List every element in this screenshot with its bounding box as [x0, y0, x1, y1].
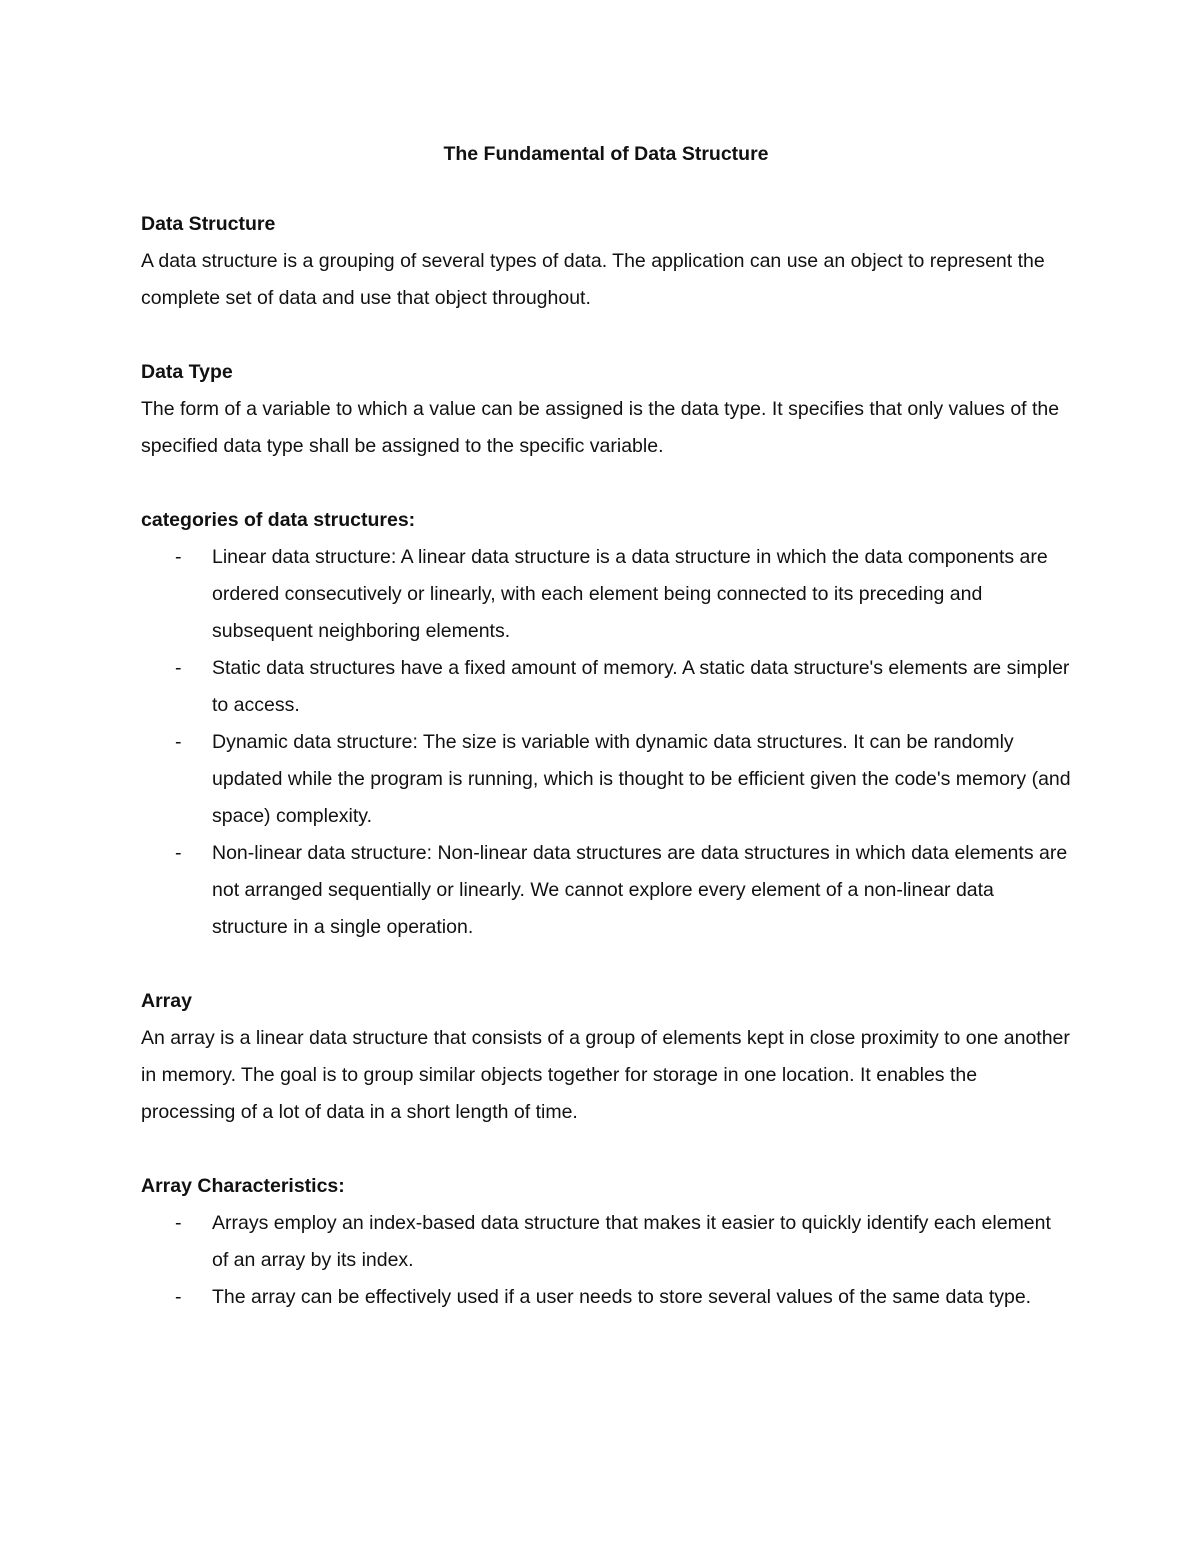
section-data-type: [141, 354, 1071, 465]
section-paragraph: An array is a linear data structure that consists of a group of elements kept in close proximity to one another in memory. The goal is to group similar objects together for storage in one location. It enables the processing of a lot of data in a short length of time.: [141, 1027, 1070, 1123]
dash-bullet-icon: -: [175, 1286, 182, 1308]
categories-list: [141, 539, 1071, 946]
section-paragraph: A data structure is a grouping of several types of data. The application can use an object to represent the complete set of data and use that object throughout.: [141, 250, 1045, 309]
list-item: [141, 539, 1071, 650]
section-paragraph: The form of a variable to which a value can be assigned is the data type. It specifies that only values of the specified data type shall be assigned to the specific variable.: [141, 398, 1060, 457]
list-item-text: Arrays employ an index-based data structure that makes it easier to quickly identify each element of an array by its index.: [212, 1212, 1051, 1271]
section-array: [141, 983, 1071, 1131]
section-array-characteristics: [141, 1168, 1071, 1316]
document-body: [141, 132, 1071, 1316]
list-item: [141, 1279, 1071, 1316]
list-item-text: Non-linear data structure: Non-linear data structures are data structures in which data elements are not arranged sequentially or linearly. We cannot explore every element of a non-linear data structure in a single operation.: [212, 842, 1068, 938]
section-data-structure: [141, 206, 1071, 317]
list-item-text: Static data structures have a fixed amount of memory. A static data structure's elements are simpler to access.: [212, 657, 1070, 716]
list-item: [141, 650, 1071, 724]
list-item-text: Linear data structure: A linear data structure is a data structure in which the data components are ordered consecutively or linearly, with each element being connected to its preceding and subsequent neighboring elements.: [212, 546, 1048, 642]
dash-bullet-icon: -: [175, 731, 182, 753]
dash-bullet-icon: -: [175, 1212, 182, 1234]
dash-bullet-icon: -: [175, 842, 182, 864]
section-heading: Array: [141, 990, 192, 1012]
section-heading: Array Characteristics:: [141, 1175, 345, 1197]
dash-bullet-icon: -: [175, 657, 182, 679]
section-heading: Data Type: [141, 361, 233, 383]
section-heading: Data Structure: [141, 213, 276, 235]
array-characteristics-list: [141, 1205, 1071, 1316]
list-item-text: Dynamic data structure: The size is variable with dynamic data structures. It can be randomly updated while the program is running, which is thought to be efficient given the code's memory (and space) complexity.: [212, 731, 1071, 827]
list-item: [141, 1205, 1071, 1279]
section-heading: categories of data structures:: [141, 509, 416, 531]
section-categories: [141, 502, 1071, 946]
list-item: [141, 724, 1071, 835]
dash-bullet-icon: -: [175, 546, 182, 568]
list-item-text: The array can be effectively used if a user needs to store several values of the same data type.: [212, 1286, 1032, 1308]
page-title: The Fundamental of Data Structure: [443, 143, 769, 165]
list-item: [141, 835, 1071, 946]
